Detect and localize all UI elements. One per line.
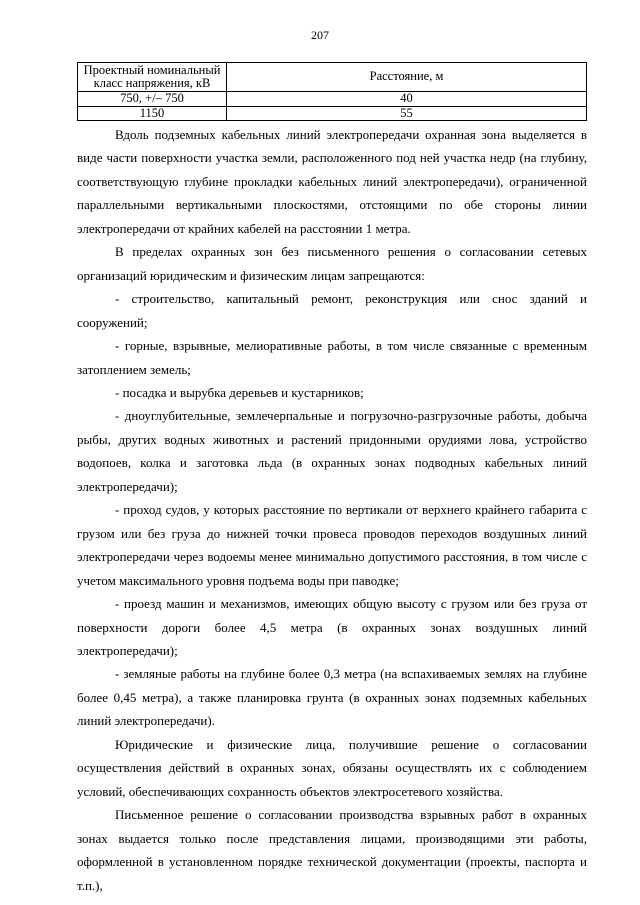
voltage-distance-table (77, 62, 587, 121)
table-header-voltage: Проектный номинальный класс напряжения, кВ (78, 63, 227, 92)
list-item-dredging: - дноуглубительные, землечерпальные и погрузочно-разгрузочные работы, добыча рыбы, других водных животных и растений придонными орудиями лова, устройство водопоев, колка и заготовка льда (в охранных зонах подводных кабельных линий электропередачи); (77, 408, 587, 494)
paragraph-blasting: Письменное решение о согласовании производства взрывных работ в охранных зонах выдается только после представления лицами, производящими эти работы, оформленной в установленном порядке технической документации (проекты, паспорта и т.п.), (77, 807, 587, 893)
table-header-distance: Расстояние, м (227, 63, 587, 92)
list-item-ships: - проход судов, у которых расстояние по вертикали от верхнего крайнего габарита с грузом или без груза до нижней точки провеса проводов переходов воздушных линий электропередачи через водоемы менее минимально допустимого расстояния, в том числе с учетом максимального уровня подъема воды при паводке; (77, 502, 587, 588)
table-row (78, 106, 587, 121)
list-item-vehicles: - проезд машин и механизмов, имеющих общую высоту с грузом или без груза от поверхности дороги более 4,5 метра (в охранных зонах воздушных линий электропередачи); (77, 596, 587, 658)
list-item-construction: - строительство, капитальный ремонт, реконструкция или снос зданий и сооружений; (77, 291, 587, 330)
paragraph-prohibited-intro: В пределах охранных зон без письменного решения о согласовании сетевых организаций юридическим и физическим лицам запрещаются: (77, 244, 587, 283)
table-cell-distance: 40 (227, 92, 587, 107)
list-item-earthworks: - земляные работы на глубине более 0,3 метра (на вспахиваемых землях на глубине более 0,45 метра), а также планировка грунта (в охранных зонах подземных кабельных линий электропередачи). (77, 666, 587, 729)
list-item-mining: - горные, взрывные, мелиоративные работы, в том числе связанные с временным затоплением земель; (77, 338, 587, 377)
document-body (77, 123, 587, 897)
table-cell-distance: 55 (227, 106, 587, 121)
page-number: 207 (311, 28, 329, 42)
table-row (78, 92, 587, 107)
table-cell-voltage: 1150 (78, 106, 227, 121)
list-item-trees: - посадка и вырубка деревьев и кустарников; (115, 384, 364, 400)
table-header-row (78, 63, 587, 92)
paragraph-cable-zone: Вдоль подземных кабельных линий электропередачи охранная зона выделяется в виде части поверхности участка земли, расположенного под ней участка недр (на глубину, соответствующую глубине прокладки кабельных линий электропередачи), ограниченной параллельными вертикальными плоскостями, отстоящими по обе стороны линии электропередачи от крайних кабелей на расстоянии 1 метра. (77, 127, 587, 236)
table-cell-voltage: 750, +/– 750 (78, 92, 227, 107)
paragraph-obligations: Юридические и физические лица, получившие решение о согласовании осуществления действий в охранных зонах, обязаны осуществлять их с соблюдением условий, обеспечивающих сохранность объектов электросетевого хозяйства. (77, 736, 587, 799)
